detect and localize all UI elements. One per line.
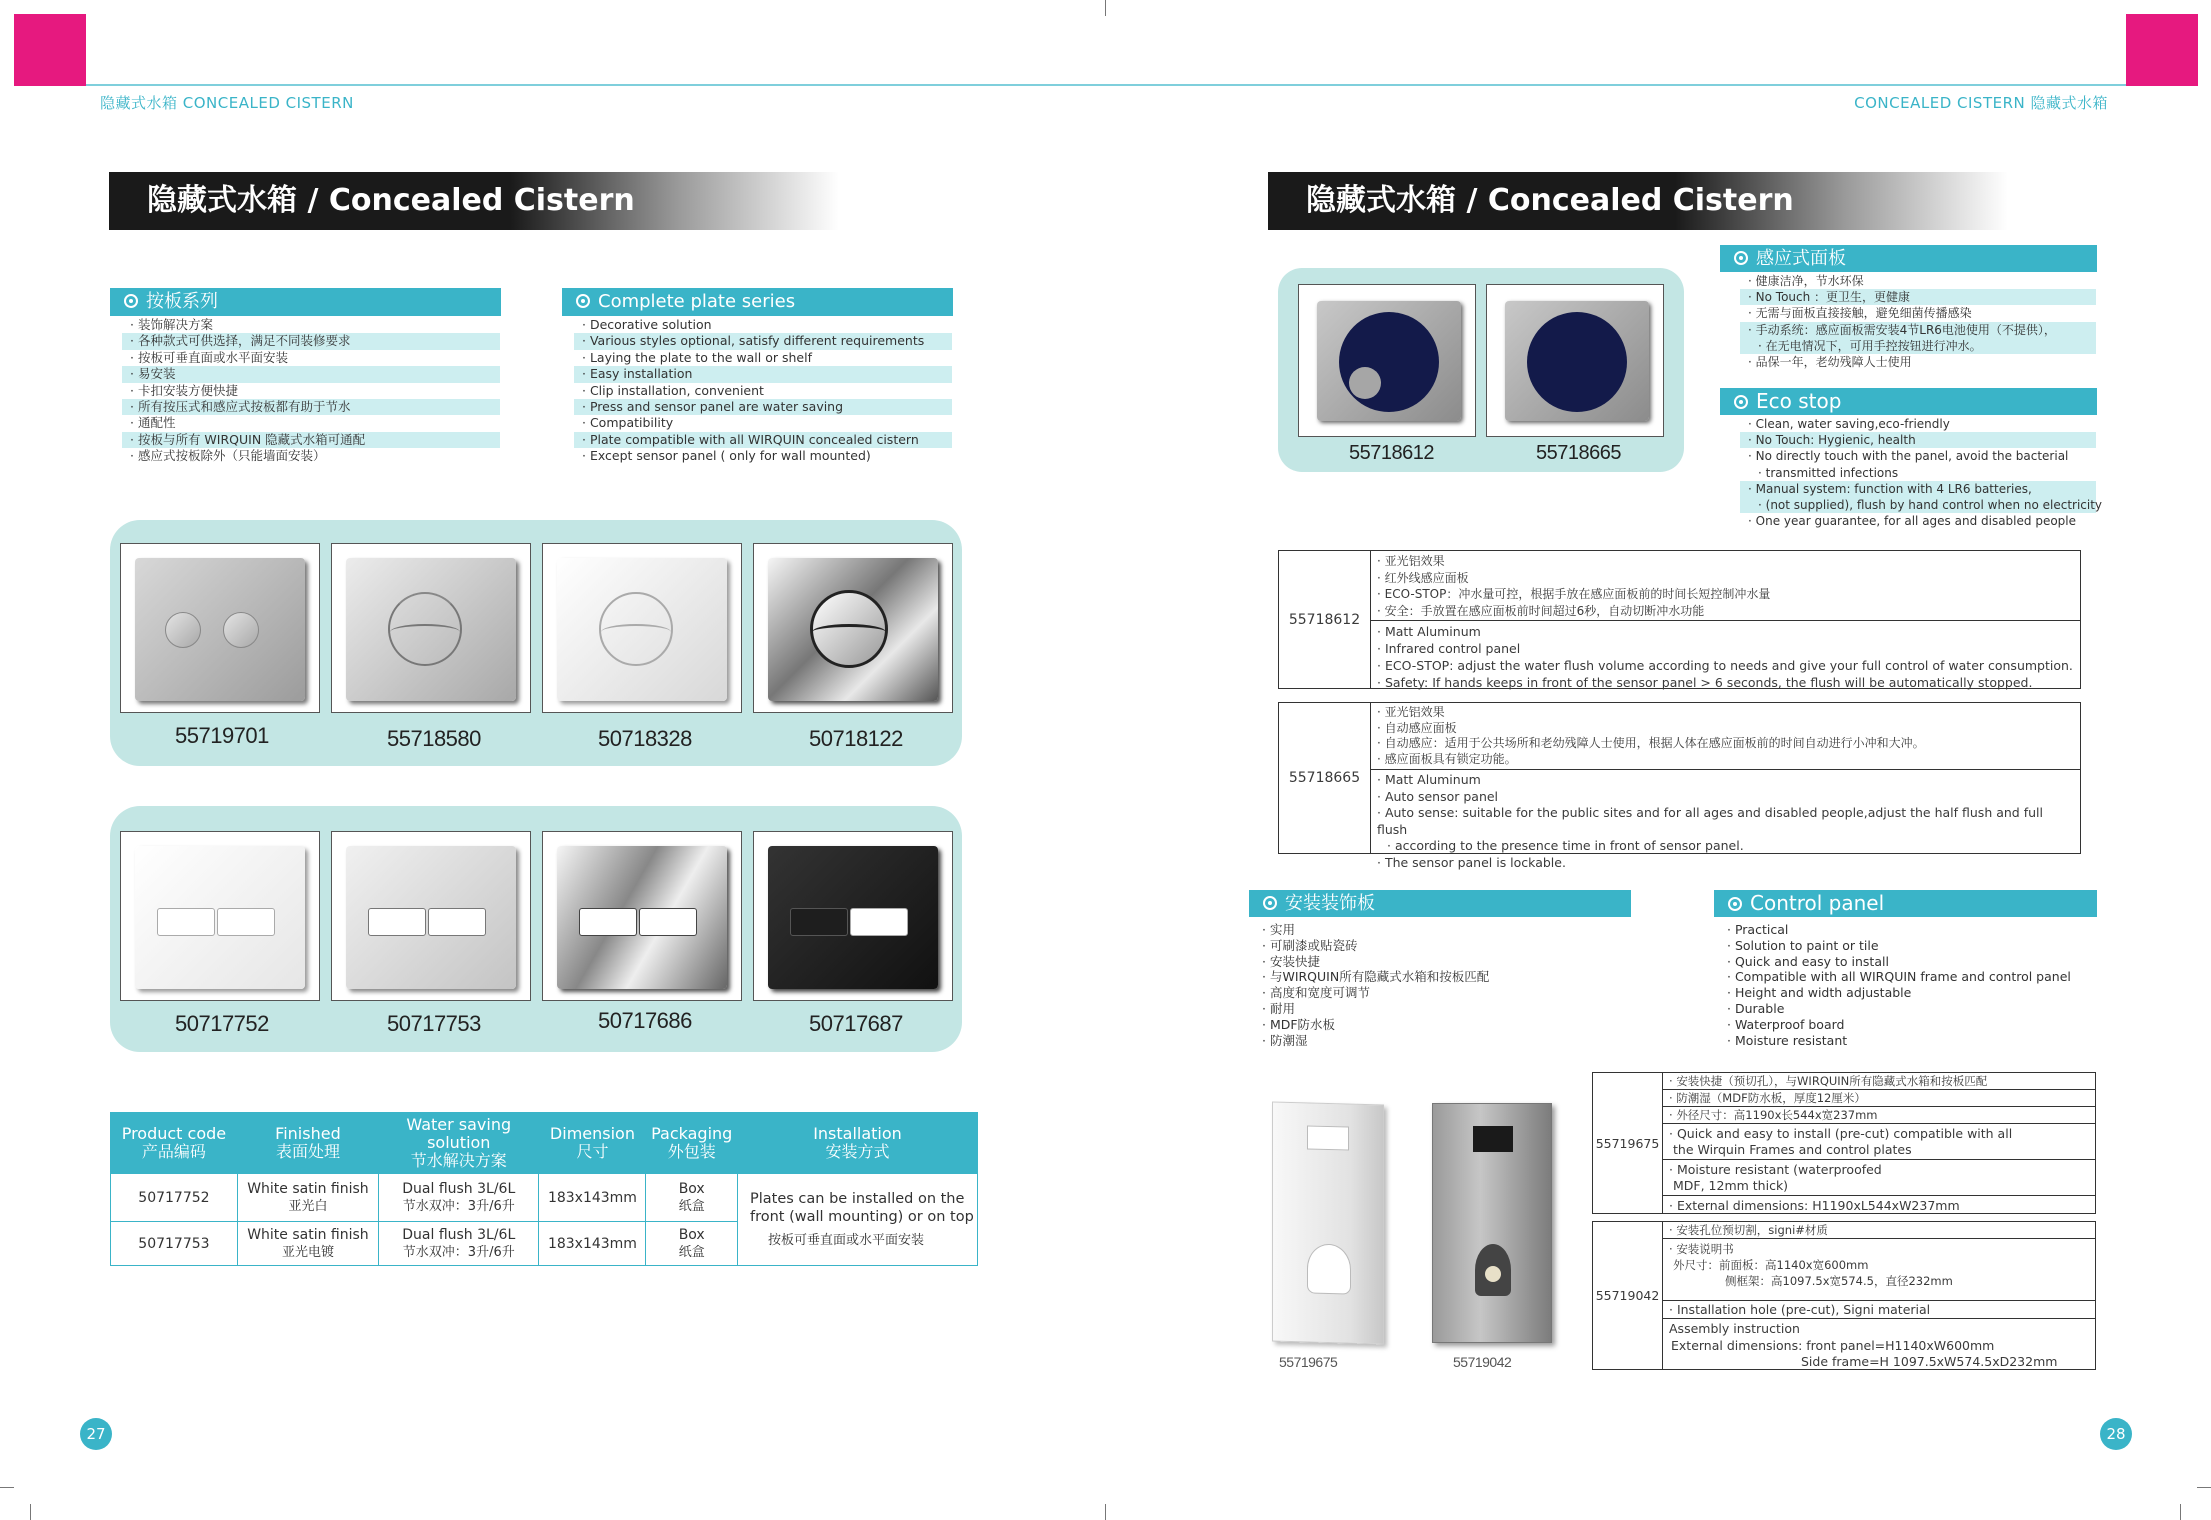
list-item: · 手动系统：感应面板需安装4节LR6电池使用（不提供）， bbox=[1740, 322, 2096, 338]
divider bbox=[390, 624, 460, 640]
list-item: · No directly touch with the panel, avoid the bacterial bbox=[1740, 448, 2096, 464]
cell-cn: 亚光白 bbox=[288, 1198, 328, 1214]
header-cn: 节水解决方案 bbox=[410, 1151, 507, 1170]
cell-water bbox=[379, 1222, 539, 1266]
spec-line: · 外径尺寸：高1190x长544x宽237mm bbox=[1669, 1109, 2089, 1122]
spec-code: 55718665 bbox=[1279, 703, 1371, 853]
crop-mark bbox=[2180, 1504, 2181, 1520]
product-code: 55719701 bbox=[175, 723, 269, 748]
cell-cn: 纸盒 bbox=[678, 1198, 705, 1214]
table-header bbox=[646, 1113, 738, 1174]
list-item: · Decorative solution bbox=[574, 317, 952, 333]
plate-cutout-icon bbox=[1473, 1126, 1513, 1152]
list-item: · 各种款式可供选择，满足不同装修要求 bbox=[122, 333, 500, 349]
spec-line: · Moisture resistant (waterproofed bbox=[1669, 1162, 2089, 1178]
product-card[interactable] bbox=[753, 831, 953, 1001]
cell-packaging bbox=[646, 1222, 738, 1266]
spec-line: · according to the presence time in front of sensor panel. bbox=[1377, 838, 2074, 855]
flush-button-icon bbox=[223, 612, 259, 648]
list-item: · 可刷漆或贴瓷砖 bbox=[1262, 938, 1489, 954]
spec-row bbox=[1663, 1160, 2095, 1196]
list-item: · Plate compatible with all WIRQUIN concealed cistern bbox=[574, 432, 952, 448]
flush-button-icon bbox=[790, 908, 848, 936]
table-row bbox=[111, 1174, 978, 1222]
list-item: · 防潮湿 bbox=[1262, 1033, 1489, 1049]
spec-line: Assembly instruction bbox=[1669, 1321, 1800, 1336]
divider bbox=[812, 624, 886, 640]
list-item: · Press and sensor panel are water saving bbox=[574, 399, 952, 415]
section-heading-cn-series: 按板系列 bbox=[110, 288, 501, 316]
list-item: · 高度和宽度可调节 bbox=[1262, 985, 1489, 1001]
list-item: · 实用 bbox=[1262, 922, 1489, 938]
sensor-circle-icon bbox=[1339, 312, 1439, 412]
sensor-circle-icon bbox=[1527, 312, 1627, 412]
flush-button-icon bbox=[639, 908, 697, 936]
crop-mark bbox=[30, 1504, 31, 1520]
header-cn: 安装方式 bbox=[825, 1142, 890, 1161]
list-item: · 与WIRQUIN所有隐藏式水箱和按板匹配 bbox=[1262, 969, 1489, 985]
spec-line: · The sensor panel is lockable. bbox=[1377, 855, 2074, 872]
cell-packaging bbox=[646, 1174, 738, 1222]
table-header bbox=[738, 1113, 978, 1174]
installation-en: Plates can be installed on the front (wall mounting) or on top bbox=[750, 1190, 974, 1225]
product-code: 50717752 bbox=[175, 1011, 269, 1036]
spec-line: · 亚光铝效果 bbox=[1377, 705, 2074, 721]
list-item: · 通配性 bbox=[122, 415, 500, 431]
cell-cn: 节水双冲：3升/6升 bbox=[402, 1198, 515, 1214]
list-item: · No Touch ：更卫生，更健康 bbox=[1740, 289, 2096, 305]
product-card[interactable] bbox=[120, 831, 320, 1001]
product-code: 55718580 bbox=[387, 726, 481, 751]
list-item: · Various styles optional, satisfy different requirements bbox=[574, 333, 952, 349]
pan-cutout-icon bbox=[1307, 1243, 1351, 1294]
control-panel-list bbox=[1727, 922, 2071, 1048]
section-heading-sensor-cn: 感应式面板 bbox=[1720, 245, 2097, 272]
list-item: · 按板与所有 WIRQUIN 隐藏式水箱可通配 bbox=[122, 432, 500, 448]
crop-mark bbox=[0, 1487, 14, 1488]
header-rule-left bbox=[86, 84, 1106, 86]
divider bbox=[601, 624, 671, 640]
header-en: Finished bbox=[275, 1124, 341, 1143]
bullet-circle-icon bbox=[1263, 896, 1277, 910]
page-number-right: 28 bbox=[2100, 1418, 2132, 1450]
spec-line: · ECO-STOP：冲水量可控，根据手放在感应面板前的时间长短控制冲水量 bbox=[1377, 586, 2074, 603]
corner-mark-left bbox=[14, 14, 86, 86]
product-code: 55719675 bbox=[1279, 1354, 1338, 1370]
list-item: · 安装快捷 bbox=[1262, 954, 1489, 970]
eco-stop-list bbox=[1740, 416, 2103, 529]
cell-en: Dual flush 3L/6L bbox=[402, 1180, 516, 1197]
product-card[interactable] bbox=[120, 543, 320, 713]
spec-line: · Auto sensor panel bbox=[1377, 789, 2074, 806]
cell-en: White satin finish bbox=[247, 1180, 369, 1197]
product-card[interactable] bbox=[1298, 284, 1476, 437]
cell-installation bbox=[738, 1174, 978, 1266]
cell-water bbox=[379, 1174, 539, 1222]
flush-button-icon bbox=[217, 908, 275, 936]
spec-en-block bbox=[1371, 621, 2080, 688]
spec-line: · 自动感应：适用于公共场所和老幼残障人士使用，根据人体在感应面板前的时间自动进行小冲和大冲。 bbox=[1377, 736, 2074, 752]
list-item: · 卡扣安装方便快捷 bbox=[122, 383, 500, 399]
table-header bbox=[237, 1113, 378, 1174]
list-item: · Clip installation, convenient bbox=[574, 383, 952, 399]
running-header-left: 隐藏式水箱 CONCEALED CISTERN bbox=[100, 94, 354, 112]
spec-line: · External dimensions: H1190xL544xW237mm bbox=[1669, 1198, 2089, 1214]
list-item-cont: · 在无电情况下，可用手控按钮进行冲水。 bbox=[1740, 338, 2096, 354]
spec-line: · Auto sense: suitable for the public sites and for all ages and disabled people,adjust the half flush and full flush bbox=[1377, 805, 2074, 838]
list-item-cont: · (not supplied), flush by hand control when no electricity bbox=[1740, 497, 2096, 513]
table-header bbox=[379, 1113, 539, 1174]
flush-button-icon bbox=[428, 908, 486, 936]
list-item: · Durable bbox=[1727, 1001, 2071, 1017]
cell-cn: 纸盒 bbox=[678, 1244, 705, 1260]
list-item: · Moisture resistant bbox=[1727, 1033, 2071, 1049]
bullet-circle-icon bbox=[1734, 395, 1748, 409]
page-title-right: 隐藏式水箱 / Concealed Cistern bbox=[1268, 172, 2008, 230]
product-card[interactable] bbox=[1486, 284, 1664, 437]
spec-code: 55719675 bbox=[1593, 1073, 1663, 1213]
cell-code: 50717753 bbox=[111, 1222, 238, 1266]
list-item: · 装饰解决方案 bbox=[122, 317, 500, 333]
spec-line: · 防潮湿（MDF防水板，厚度12厘米） bbox=[1669, 1092, 2089, 1105]
list-item: · 品保一年，老幼残障人士使用 bbox=[1740, 354, 2096, 370]
header-cn: 外包装 bbox=[667, 1142, 716, 1161]
spec-en-block bbox=[1371, 770, 2080, 870]
frame-panel-image[interactable] bbox=[1272, 1102, 1384, 1345]
spec-line: Side frame=H 1097.5xW574.5xD232mm bbox=[1801, 1354, 2058, 1369]
spec-line: · 安全：手放置在感应面板前时间超过6秒，自动切断冲水功能 bbox=[1377, 603, 2074, 620]
header-en: Packaging bbox=[651, 1124, 733, 1143]
spec-table-55719042 bbox=[1592, 1221, 2096, 1370]
section-heading-install-cn: 安装装饰板 bbox=[1249, 890, 1631, 917]
spec-line-cont: the Wirquin Frames and control plates bbox=[1673, 1142, 1912, 1157]
spec-table-55719675 bbox=[1592, 1072, 2096, 1214]
spec-line: · ECO-STOP: adjust the water flush volume according to needs and give your full control of water consumption. bbox=[1377, 657, 2074, 674]
list-item: · Laying the plate to the wall or shelf bbox=[574, 350, 952, 366]
spec-line: · 安装说明书 bbox=[1669, 1241, 2089, 1257]
flush-button-icon bbox=[157, 908, 215, 936]
list-item: · Compatible with all WIRQUIN frame and control panel bbox=[1727, 969, 2071, 985]
cell-en: White satin finish bbox=[247, 1226, 369, 1243]
list-item: · MDF防水板 bbox=[1262, 1017, 1489, 1033]
spec-line: · Infrared control panel bbox=[1377, 640, 2074, 657]
spec-line: · 感应面板具有锁定功能。 bbox=[1377, 752, 2074, 768]
spec-line: · 安装孔位预切割，signi#材质 bbox=[1669, 1224, 2089, 1237]
spec-line: · Matt Aluminum bbox=[1377, 623, 2074, 640]
spec-line-cont: 外尺寸：前面板：高1140x宽600mm bbox=[1673, 1258, 1869, 1272]
flush-button-icon bbox=[165, 612, 201, 648]
spec-line: · Matt Aluminum bbox=[1377, 772, 2074, 789]
cell-en: Box bbox=[678, 1180, 705, 1197]
product-card[interactable] bbox=[542, 831, 742, 1001]
spec-code: 55718612 bbox=[1279, 551, 1371, 688]
product-card[interactable] bbox=[542, 543, 742, 713]
spec-code: 55719042 bbox=[1593, 1222, 1663, 1369]
spec-cn-block bbox=[1371, 551, 2080, 621]
bullet-circle-icon bbox=[124, 294, 138, 308]
corner-mark-right bbox=[2126, 14, 2198, 86]
list-item: · 所有按压式和感应式按板都有助于节水 bbox=[122, 399, 500, 415]
header-en: Installation bbox=[813, 1124, 902, 1143]
product-code: 50717686 bbox=[598, 1008, 692, 1033]
flush-button-icon bbox=[368, 908, 426, 936]
spec-line-cont: 侧框架：高1097.5x宽574.5，直径232mm bbox=[1725, 1274, 1953, 1288]
product-code: 55718612 bbox=[1349, 442, 1434, 464]
section-heading-eco-stop: Eco stop bbox=[1720, 388, 2097, 415]
product-code: 50718122 bbox=[809, 726, 903, 751]
product-code: 55718665 bbox=[1536, 442, 1621, 464]
spec-line: · Safety: If hands keeps in front of the sensor panel > 6 seconds, the flush will be automatically stopped. bbox=[1377, 674, 2074, 691]
list-item: · Solution to paint or tile bbox=[1727, 938, 2071, 954]
list-item: · 易安装 bbox=[122, 366, 500, 382]
cell-finish bbox=[237, 1222, 378, 1266]
spec-row bbox=[1663, 1073, 2095, 1090]
drain-icon bbox=[1485, 1266, 1501, 1282]
spec-row bbox=[1663, 1090, 2095, 1107]
spec-cn-block bbox=[1371, 703, 2080, 770]
bullet-circle-icon bbox=[1734, 251, 1748, 265]
cell-code: 50717752 bbox=[111, 1174, 238, 1222]
list-item: · Waterproof board bbox=[1727, 1017, 2071, 1033]
product-card[interactable] bbox=[331, 543, 531, 713]
spec-line: · Installation hole (pre-cut), Signi material bbox=[1669, 1303, 2089, 1317]
list-item: · Easy installation bbox=[574, 366, 952, 382]
product-code: 55719042 bbox=[1453, 1354, 1512, 1370]
spec-line: · 安装快捷（预切孔），与WIRQUIN所有隐藏式水箱和按板匹配 bbox=[1669, 1075, 2089, 1088]
product-code: 50717687 bbox=[809, 1011, 903, 1036]
section-heading-control-panel: Control panel bbox=[1714, 890, 2097, 917]
crop-mark bbox=[1105, 1504, 1106, 1520]
list-item: · Compatibility bbox=[574, 415, 952, 431]
crop-mark bbox=[1105, 0, 1106, 16]
list-item: · No Touch: Hygienic, health bbox=[1740, 432, 2096, 448]
bullet-circle-icon bbox=[1728, 897, 1742, 911]
list-item: · Practical bbox=[1727, 922, 2071, 938]
spec-table-55718665 bbox=[1278, 702, 2081, 870]
list-item: · 耐用 bbox=[1262, 1001, 1489, 1017]
list-item: · Quick and easy to install bbox=[1727, 954, 2071, 970]
cell-en: Box bbox=[678, 1226, 705, 1243]
spec-line-cont: MDF, 12mm thick) bbox=[1673, 1178, 1789, 1193]
table-header bbox=[111, 1113, 238, 1174]
section-heading-en-series: Complete plate series bbox=[562, 288, 953, 316]
list-item: · One year guarantee, for all ages and disabled people bbox=[1740, 513, 2096, 529]
header-rule-right bbox=[1106, 84, 2126, 86]
page-title-left: 隐藏式水箱 / Concealed Cistern bbox=[109, 172, 839, 230]
list-item: · Except sensor panel ( only for wall mounted) bbox=[574, 448, 952, 464]
header-cn: 产品编码 bbox=[141, 1142, 206, 1161]
spec-line: · 自动感应面板 bbox=[1377, 721, 2074, 737]
table-header bbox=[539, 1113, 646, 1174]
spec-row bbox=[1663, 1107, 2095, 1124]
spec-line: · Quick and easy to install (pre-cut) compatible with all bbox=[1669, 1126, 2089, 1142]
cell-en: Dual flush 3L/6L bbox=[402, 1226, 516, 1243]
sensor-cn-list bbox=[1740, 273, 2096, 370]
spec-row bbox=[1663, 1239, 2095, 1301]
flush-button-icon bbox=[850, 908, 908, 936]
spec-row bbox=[1663, 1319, 2095, 1369]
product-code: 50717753 bbox=[387, 1011, 481, 1036]
header-cn: 尺寸 bbox=[576, 1142, 609, 1161]
manual-button-icon bbox=[1349, 367, 1381, 399]
spec-row bbox=[1663, 1222, 2095, 1239]
plate-cutout-icon bbox=[1307, 1125, 1349, 1150]
flush-plate-image bbox=[135, 558, 305, 701]
spec-table-55718612 bbox=[1278, 550, 2081, 689]
cell-cn: 节水双冲：3升/6升 bbox=[402, 1244, 515, 1260]
header-en: Product code bbox=[121, 1124, 227, 1143]
spec-row bbox=[1663, 1301, 2095, 1319]
spec-row bbox=[1663, 1196, 2095, 1213]
header-cn: 表面处理 bbox=[275, 1142, 340, 1161]
product-code: 50718328 bbox=[598, 726, 692, 751]
list-item: · 按板可垂直面或水平面安装 bbox=[122, 350, 500, 366]
crop-mark bbox=[2197, 1487, 2211, 1488]
cn-series-list bbox=[122, 317, 500, 465]
list-item-cont: · transmitted infections bbox=[1740, 465, 2096, 481]
product-card[interactable] bbox=[331, 831, 531, 1001]
product-spec-table bbox=[110, 1112, 978, 1266]
spec-line: External dimensions: front panel=H1140xW600mm bbox=[1671, 1337, 1995, 1353]
list-item: · 健康洁净，节水环保 bbox=[1740, 273, 2096, 289]
install-cn-list bbox=[1262, 922, 1489, 1048]
en-series-list bbox=[574, 317, 952, 465]
cell-cn: 亚光电镀 bbox=[281, 1244, 334, 1260]
spec-line: · 红外线感应面板 bbox=[1377, 570, 2074, 587]
running-header-right: CONCEALED CISTERN 隐藏式水箱 bbox=[1854, 94, 2108, 112]
list-item: · Clean, water saving,eco-friendly bbox=[1740, 416, 2096, 432]
list-item: · 无需与面板直接接触，避免细菌传播感染 bbox=[1740, 305, 2096, 321]
installation-cn: 按板可垂直面或水平面安装 bbox=[768, 1232, 925, 1248]
cell-dimension: 183x143mm bbox=[539, 1222, 646, 1266]
spec-row bbox=[1663, 1124, 2095, 1160]
flush-button-icon bbox=[579, 908, 637, 936]
header-en: Water saving solution bbox=[406, 1115, 512, 1152]
list-item: · Height and width adjustable bbox=[1727, 985, 2071, 1001]
list-item: · Manual system: function with 4 LR6 batteries, bbox=[1740, 481, 2096, 497]
product-card[interactable] bbox=[753, 543, 953, 713]
cell-dimension: 183x143mm bbox=[539, 1174, 646, 1222]
list-item: · 感应式按板除外（只能墙面安装） bbox=[122, 448, 500, 464]
spec-line: · 亚光铝效果 bbox=[1377, 553, 2074, 570]
header-en: Dimension bbox=[549, 1124, 635, 1143]
page-number-left: 27 bbox=[80, 1418, 112, 1450]
cell-finish bbox=[237, 1174, 378, 1222]
frame-panel-image[interactable] bbox=[1432, 1103, 1552, 1343]
bullet-circle-icon bbox=[576, 294, 590, 308]
